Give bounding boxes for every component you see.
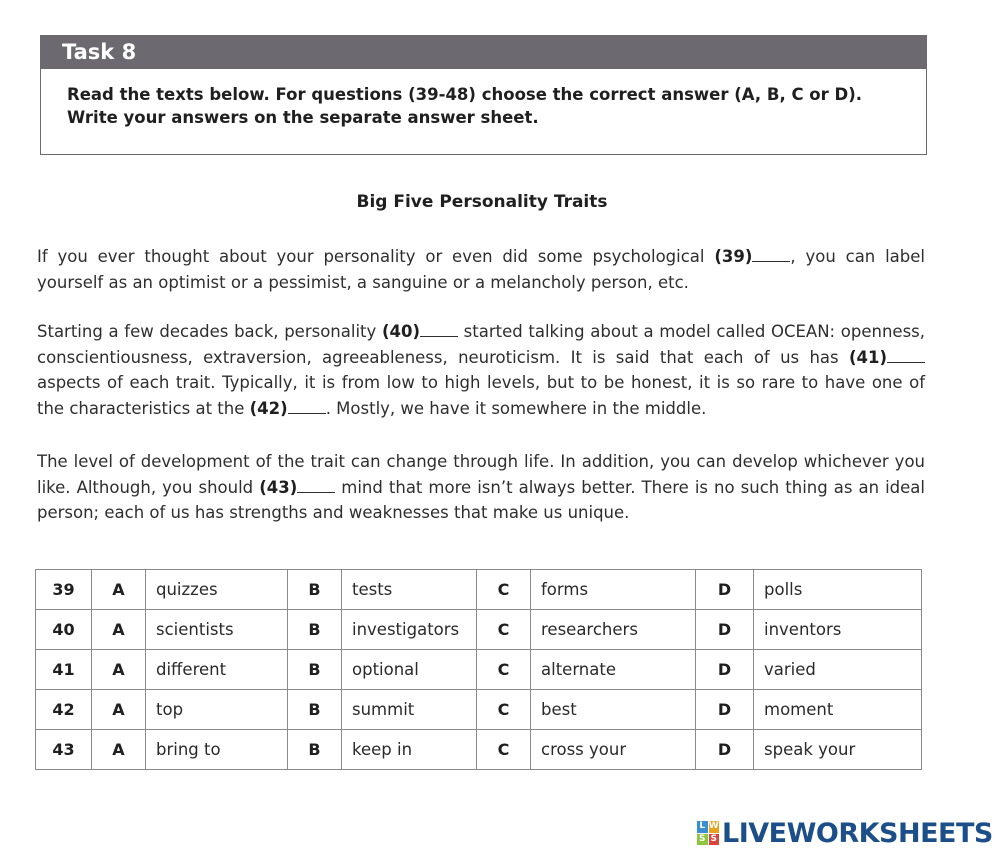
option-letter-c: C	[477, 730, 531, 770]
option-a[interactable]: top	[146, 690, 288, 730]
option-letter-b: B	[288, 650, 342, 690]
paragraph-3	[37, 449, 925, 526]
option-letter-d: D	[696, 730, 754, 770]
table-row	[36, 730, 922, 770]
question-number: 40	[36, 610, 92, 650]
option-b[interactable]: summit	[342, 690, 477, 730]
option-letter-c: C	[477, 610, 531, 650]
table-row	[36, 650, 922, 690]
question-number: 39	[36, 570, 92, 610]
gap-blank-41[interactable]	[887, 348, 925, 363]
table-row	[36, 570, 922, 610]
option-letter-d: D	[696, 610, 754, 650]
option-letter-d: D	[696, 570, 754, 610]
option-c[interactable]: forms	[531, 570, 696, 610]
option-b[interactable]: tests	[342, 570, 477, 610]
option-a[interactable]: different	[146, 650, 288, 690]
gap-number-40: (40)	[381, 322, 420, 341]
question-number: 41	[36, 650, 92, 690]
option-letter-c: C	[477, 650, 531, 690]
gap-number-41: (41)	[848, 347, 887, 367]
text-segment: , you can label yourself as an optimist or a pessimist, a sanguine or a melancholy person, etc.	[37, 247, 926, 292]
paragraph-2	[37, 319, 925, 421]
article-title: Big Five Personality Traits	[356, 192, 608, 212]
paragraph-1	[37, 244, 925, 295]
option-b[interactable]: optional	[342, 650, 477, 690]
option-d[interactable]: speak your	[754, 730, 922, 770]
text-segment: Starting a few decades back, personality	[37, 322, 382, 341]
task-title: Task 8	[40, 35, 927, 69]
option-letter-a: A	[92, 570, 146, 610]
table-row	[36, 610, 922, 650]
option-letter-a: A	[92, 690, 146, 730]
option-b[interactable]: keep in	[342, 730, 477, 770]
text-segment: . Mostly, we have it somewhere in the middle.	[325, 398, 707, 418]
liveworksheets-logo	[697, 815, 993, 851]
question-number: 43	[36, 730, 92, 770]
answer-options-table	[35, 569, 922, 770]
gap-blank-43[interactable]	[297, 478, 335, 493]
option-letter-b: B	[288, 730, 342, 770]
text-segment: started talking about a model called OCEAN: openness, conscientiousness, extraversion, agreeableness, neuroticism. It is said that each of us has	[37, 322, 926, 367]
option-a[interactable]: quizzes	[146, 570, 288, 610]
text-segment: aspects of each trait. Typically, it is from low to high levels, but to be honest, it is so rare to have one of the characteristics at the	[37, 373, 925, 418]
option-d[interactable]: inventors	[754, 610, 922, 650]
option-letter-b: B	[288, 690, 342, 730]
gap-number-43: (43)	[259, 477, 298, 497]
option-letter-a: A	[92, 730, 146, 770]
task-instructions: Read the texts below. For questions (39-48) choose the correct answer (A, B, C or D). Write your answers on the separate answer sheet.	[40, 69, 927, 155]
option-d[interactable]: varied	[754, 650, 922, 690]
option-letter-d: D	[696, 650, 754, 690]
option-d[interactable]: moment	[754, 690, 922, 730]
option-c[interactable]: cross your	[531, 730, 696, 770]
text-segment: The level of development of the trait can change through life. In addition, you can develop whichever you like. Although, you should	[37, 452, 925, 497]
option-letter-c: C	[477, 690, 531, 730]
option-letter-d: D	[696, 690, 754, 730]
option-c[interactable]: best	[531, 690, 696, 730]
option-a[interactable]: bring to	[146, 730, 288, 770]
logo-text: LIVEWORKSHEETS	[722, 817, 993, 849]
table-row	[36, 690, 922, 730]
option-d[interactable]: polls	[754, 570, 922, 610]
text-segment: mind that more isn’t always better. There is no such thing as an ideal person; each of us has strengths and weaknesses that make us unique.	[37, 477, 925, 522]
gap-blank-40[interactable]	[420, 322, 458, 337]
logo-mark-icon: L W S S	[699, 821, 719, 844]
gap-number-42: (42)	[249, 398, 288, 418]
option-letter-b: B	[288, 570, 342, 610]
option-letter-a: A	[92, 650, 146, 690]
option-a[interactable]: scientists	[146, 610, 288, 650]
option-c[interactable]: researchers	[531, 610, 696, 650]
gap-blank-39[interactable]	[752, 247, 790, 262]
option-c[interactable]: alternate	[531, 650, 696, 690]
text-segment: If you ever thought about your personality or even did some psychological	[37, 247, 715, 266]
option-letter-a: A	[92, 610, 146, 650]
gap-blank-42[interactable]	[288, 399, 326, 414]
option-b[interactable]: investigators	[342, 610, 477, 650]
option-letter-c: C	[477, 570, 531, 610]
question-number: 42	[36, 690, 92, 730]
option-letter-b: B	[288, 610, 342, 650]
gap-number-39: (39)	[714, 247, 753, 266]
